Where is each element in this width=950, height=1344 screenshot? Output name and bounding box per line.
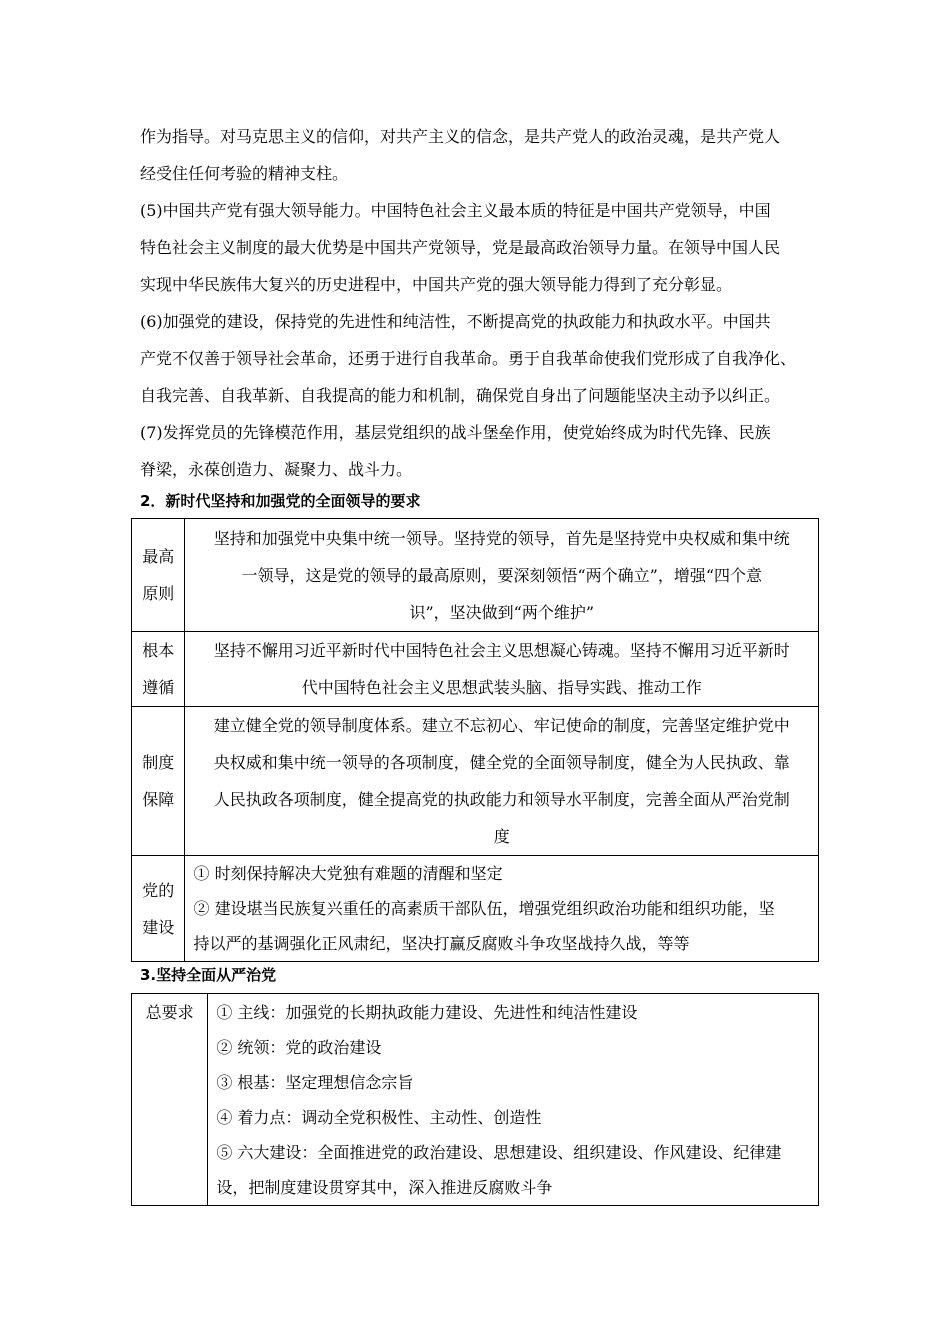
label-line: 制度 (142, 753, 175, 772)
content-line: 坚持和加强党中央集中统一领导。坚持党的领导，首先是坚持党中央权威和集中统 (213, 528, 790, 548)
overall-requirements-table (131, 993, 819, 1206)
label-line: 建设 (142, 917, 175, 937)
content-line: 识”，坚决做到“两个维护” (409, 602, 595, 622)
row-label (132, 632, 185, 707)
text-line: (5)中国共产党有强大领导能力。中国特色社会主义最本质的特征是中国共产党领导，中国 (140, 201, 771, 220)
table-row (132, 707, 819, 856)
text-line: 作为指导。对马克思主义的信仰，对共产主义的信念，是共产党人的政治灵魂，是共产党人 (140, 127, 781, 146)
row-content (185, 707, 819, 856)
requirements-table (131, 518, 819, 962)
table-row (132, 519, 819, 632)
content-line: ① 时刻保持解决大党独有难题的清醒和坚定 (193, 864, 503, 883)
section-heading: 3.坚持全面从严治党 (140, 966, 277, 984)
row-label (132, 707, 185, 856)
row-label: 总要求 (132, 994, 208, 1206)
content-line: 央权威和集中统一领导的各项制度，健全党的全面领导制度，健全为人民执政、靠 (213, 753, 790, 772)
content-line: 一领导，这是党的领导的最高原则，要深刻领悟“两个确立”，增强“四个意 (241, 565, 763, 585)
content-line: 设，把制度建设贯穿其中，深入推进反腐败斗争 (216, 1177, 553, 1197)
content-line: 代中国特色社会主义思想武装头脑、指导实践、推动工作 (301, 678, 702, 697)
text-line: 特色社会主义制度的最大优势是中国共产党领导，党是最高政治领导力量。在领导中国人民 (140, 238, 781, 257)
label-line: 党的 (142, 880, 175, 900)
content-line: 度 (493, 827, 510, 846)
row-content (185, 519, 819, 632)
content-line: 坚持不懈用习近平新时代中国特色社会主义思想凝心铸魂。坚持不懈用习近平新时 (213, 641, 790, 660)
content-line: 持以严的基调强化正风肃纪，坚决打赢反腐败斗争攻坚战持久战，等等 (193, 934, 690, 953)
content-line: ③ 根基：坚定理想信念宗旨 (216, 1072, 414, 1092)
content-line: ② 统领：党的政治建设 (216, 1037, 382, 1057)
text-line: (6)加强党的建设，保持党的先进性和纯洁性，不断提高党的执政能力和执政水平。中国共 (140, 312, 771, 331)
label-line: 保障 (142, 790, 175, 809)
content-line: ① 主线：加强党的长期执政能力建设、先进性和纯洁性建设 (216, 1002, 638, 1022)
text-line: 脊梁，永葆创造力、凝聚力、战斗力。 (140, 460, 413, 479)
row-content (185, 632, 819, 707)
text-line: (7)发挥党员的先锋模范作用，基层党组织的战斗堡垒作用，使党始终成为时代先锋、民族 (140, 423, 771, 442)
intro-paragraphs (140, 118, 820, 488)
text-line: 产党不仅善于领导社会革命，还勇于进行自我革命。勇于自我革命使我们党形成了自我净化、 (140, 349, 797, 368)
row-label (132, 519, 185, 632)
section-heading: 2．新时代坚持和加强党的全面领导的要求 (140, 492, 421, 510)
row-label (132, 856, 185, 962)
content-line: 建立健全党的领导制度体系。建立不忘初心、牢记使命的制度，完善坚定维护党中 (213, 716, 790, 735)
label-line: 根本 (142, 641, 175, 660)
row-content (185, 856, 819, 962)
table-row (132, 994, 819, 1206)
table-row (132, 632, 819, 707)
content-line: 人民执政各项制度，健全提高党的执政能力和领导水平制度，完善全面从严治党制 (213, 790, 790, 809)
text-line: 经受住任何考验的精神支柱。 (140, 164, 349, 183)
label-line: 最高 (142, 547, 175, 566)
content-line: ④ 着力点：调动全党积极性、主动性、创造性 (216, 1107, 542, 1127)
content-line: ② 建设堪当民族复兴重任的高素质干部队伍，增强党组织政治功能和组织功能，坚 (193, 899, 775, 918)
table-row (132, 856, 819, 962)
content-line: ⑤ 六大建设：全面推进党的政治建设、思想建设、组织建设、作风建设、纪律建 (216, 1142, 782, 1162)
label-line: 原则 (142, 584, 175, 603)
row-content (208, 994, 819, 1206)
text-line: 自我完善、自我革新、自我提高的能力和机制，确保党自身出了问题能坚决主动予以纠正。 (140, 386, 781, 405)
text-line: 实现中华民族伟大复兴的历史进程中，中国共产党的强大领导能力得到了充分彰显。 (140, 275, 733, 294)
label-line: 遵循 (142, 678, 175, 697)
